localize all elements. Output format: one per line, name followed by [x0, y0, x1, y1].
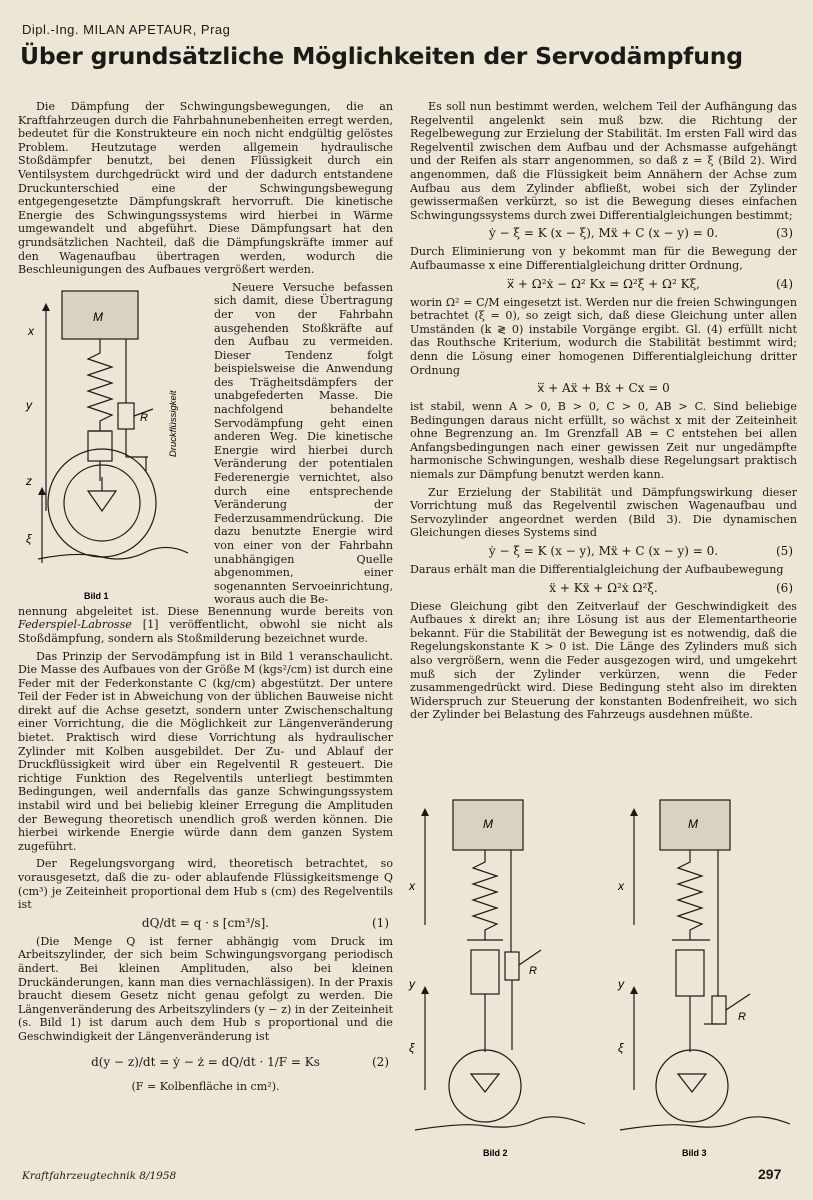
- equation-6: [410, 543, 797, 560]
- figure-3-diagram: [600, 790, 800, 1165]
- equation-3: [410, 225, 797, 242]
- equation-number: (5): [776, 544, 793, 559]
- equation-text: x⃛ + Aẍ + Bẋ + Cx = 0: [537, 381, 670, 396]
- equation-number: (6): [776, 580, 793, 595]
- paragraph-text: nennung abgeleitet ist. Diese Benennung wurde bereits von: [18, 604, 393, 618]
- equation-number: (1): [372, 915, 389, 930]
- paragraph: Die Dämpfung der Schwingungsbewegungen, die an Kraftfahrzeugen durch die Fahrbahnunebenheiten erregt werden, bedeutet für die Konstrukteure ein noch nicht endgültig gelöstes Problem. Heutzutage werden allgemein hydraulische Stoßdämpfer benutzt, bei denen Flüssigkeit durch ein Ventilsystem durchgedrückt wird und der dadurch entstandene Druckunterschied eine der Schwingungsbewegung entgegengesetzte Dämpfungskraft hervorruft. Die kinetische Energie des Schwingungssystems wird hierbei in Wärme umgewandelt und abgeführt. Diese Dämpfungsart hat den grundsätzlichen Nachteil, daß die Dämpfungskräfte immer auf den Wagenaufbau übertragen werden, wodurch die Beschleunigungen des Aufbaues vergrößert werden.: [18, 100, 393, 277]
- paragraph-text: Neuere Versuche befassen sich damit, diese Übertragung der von der Fahrbahn ausgehenden Stoßkräfte auf den Aufbau zu vermeiden. Dieser Tendenz folgt beispielsweise die Anwendung des Trägheitsdämpfers der unabgefederten Masse. Die nachfolgend behandelte Servodämpfung geht einen anderen Weg. Die kinetische Energie wird hierbei durch Veränderung der potentialen Federenergie vernichtet, also durch eine entsprechende Veränderung der Federzusammendrückung. Die dazu benutzte Energie wird von einer von der Fahrbahn unabhängigen Quelle abgenommen, einer sogenannten Servoeinrichtung, woraus auch die Be-: [214, 280, 393, 607]
- xi-label: ξ: [618, 1041, 624, 1055]
- figure-1-block: [18, 281, 393, 609]
- paragraph-text: [1] veröffentlicht, obwohl sie nicht als Stoßdämpfung, sondern als Stoßmilderung bezeichnet wurde.: [18, 618, 393, 645]
- right-column: [410, 100, 797, 795]
- valve-label: R: [529, 965, 537, 977]
- paragraph: worin Ω² = C/M eingesetzt ist. Werden nur die freien Schwingungen betrachtet (ξ = 0), so zeigt sich, daß diese Gleichung unter allen Umständen (k ≷ 0) instabile Vorgänge ergibt. Gl. (4) erfüllt nicht das Routhsche Kriterium, wodurch die Stabilität bestimmt wird; denn die Lösung einer homogenen Differentialgleichung dritter Ordnung: [410, 295, 797, 377]
- equation-text: ẏ − ξ̇ = K (x − y), Mẍ + C (x − y) = 0.: [488, 544, 719, 559]
- paragraph: Zur Erzielung der Stabilität und Dämpfungswirkung dieser Vorrichtung muß das Regelventil zwischen Wagenaufbau und Servozylinder angeordnet werden (Bild 3). Die dynamischen Gleichungen dieses Systems sind: [410, 485, 797, 540]
- z-label: z: [26, 473, 32, 488]
- equation-text: ẍ + Kẍ + Ω²ẋ Ω²ξ̇.: [549, 580, 658, 595]
- paragraph: [18, 605, 393, 646]
- left-column: [18, 100, 393, 1160]
- valve-label: R: [738, 1011, 746, 1023]
- valve-label: R: [140, 411, 148, 424]
- x-label: x: [409, 879, 415, 893]
- equation-1: [18, 915, 393, 932]
- article-title: Über grundsätzliche Möglichkeiten der Servodämpfung: [20, 42, 743, 70]
- mass-label: M: [93, 309, 103, 324]
- equation-text: d(y − z)/dt = ẏ − ż = dQ/dt · 1/F = Ks: [91, 1054, 320, 1069]
- figure-2-caption: Bild 2: [483, 1148, 508, 1158]
- equation-7: [410, 580, 797, 597]
- equation-4: [410, 276, 797, 293]
- paragraph: Es soll nun bestimmt werden, welchem Teil der Aufhängung das Regelventil angelenkt sein muß bzw. die Richtung der Regelbewegung zur Erzielung der Stabilität. Im ersten Fall wird das Regelventil zwischen dem Aufbau und der Achsmasse aufgehängt und der Reifen als starr angenommen, so daß z = ξ (Bild 2). Wird angenommen, daß die Flüssigkeit beim Annähern der Achse zum Aufbau aus dem Zylinder abfließt, wobei sich der Zylinder gewissermaßen verkürzt, so ist die Bewegung dieses einfachen Schwingungssystems durch zwei Differentialgleichungen bestimmt;: [410, 100, 797, 222]
- citation: Federspiel-Labrosse: [18, 618, 132, 632]
- paragraph: Durch Eliminierung von y bekommt man für die Bewegung der Aufbaumasse x eine Differentialgleichung dritter Ordnung,: [410, 245, 797, 272]
- y-label: y: [26, 397, 32, 412]
- equation-number: (2): [372, 1054, 389, 1069]
- equation-text: ẏ − ξ̇ = K (x − ξ), Mẍ + C (x − y) = 0.: [488, 226, 719, 241]
- x-label: x: [618, 879, 624, 893]
- equation-text: x⃛ + Ω²ẋ − Ω² Kx = Ω²ξ̇ + Ω² Kξ,: [506, 276, 700, 291]
- xi-label: ξ: [409, 1041, 415, 1055]
- journal-footer: Kraftfahrzeugtechnik 8/1958: [22, 1170, 177, 1182]
- y-label: y: [409, 977, 415, 991]
- figure-2-diagram: [405, 790, 595, 1165]
- figure-1-caption: Bild 1: [84, 590, 109, 601]
- mass-label: M: [688, 817, 698, 831]
- mass-label: M: [483, 817, 493, 831]
- xi-label: ξ: [26, 531, 32, 546]
- equation-2: [18, 1047, 393, 1077]
- figure-1-diagram: [18, 281, 210, 609]
- y-label: y: [618, 977, 624, 991]
- paragraph: Daraus erhält man die Differentialgleichung der Aufbaubewegung: [410, 563, 784, 577]
- equation-note: (F = Kolbenfläche in cm²).: [131, 1079, 280, 1093]
- paragraph: Das Prinzip der Servodämpfung ist in Bild 1 veranschaulicht. Die Masse des Aufbaues von der Größe M (kgs²/cm) ist durch eine Feder mit der Federkonstante C (kg/cm) abgestützt. Der untere Teil der Feder ist in Abweichung von der üblichen Bauweise nicht direkt auf die Achse gesetzt, sondern unter Zwischenschaltung einer Vorrichtung, die die Möglichkeit zur Längenveränderung bietet. Praktisch wird diese Vorrichtung als hydraulischer Zylinder mit Kolben ausgebildet. Der Zu- und Ablauf der Druckflüssigkeit wird über ein Regelventil R gesteuert. Die richtige Funktion des Regelventils unterliegt bestimmten Bedingungen, weil andernfalls das ganze Schwingungssystem instabil wird und bei beliebig kleiner Erregung die Amplituden der Bewegung theoretisch unendlich groß werden können. Die hierbei wirkende Energie würde dann dem ganzen System zugeführt.: [18, 649, 393, 853]
- equation-5: [410, 380, 797, 397]
- equation-text: dQ/dt = q · s [cm³/s].: [141, 915, 270, 930]
- paragraph: Diese Gleichung gibt den Zeitverlauf der Geschwindigkeit des Aufbaues ẋ direkt an; ihre Lösung ist aus der Elementartheorie bekannt. Für die Stabilität der Bewegung ist es notwendig, daß die Regelungskonstante K > 0 ist. Die Länge des Zylinders muß sich also vergrößern, wenn die Feder ausgezogen wird, und umgekehrt muß sich der Zylinder verkürzen, wenn die Feder zusammengedrückt wird. Diese Bedingung steht also im direkten Widerspruch zur Steuerung der konstanten Bodenfreiheit, wo sich der Zylinder bei Belastung des Fahrzeugs ausdehnen müßte.: [410, 599, 797, 722]
- fluid-label: Druckflüssigkeit: [168, 390, 179, 457]
- figure-3-caption: Bild 3: [682, 1148, 707, 1158]
- paragraph: (Die Menge Q ist ferner abhängig vom Druck im Arbeitszylinder, der sich beim Schwingungsvorgang periodisch ändert. Bei kleinen Amplituden, also bei kleinen Druckänderungen, kann man dies vernachlässigen). In der Praxis braucht diesem Gesetz nicht genau gefolgt zu werden. Die Längenveränderung des Arbeitszylinders (y − z) in der Zeiteinheit (s. Bild 1) ist darum auch dem Hub s proportional und die Geschwindigkeit der Längenveränderung ist: [18, 934, 393, 1043]
- author-line: Dipl.-Ing. MILAN APETAUR, Prag: [22, 22, 231, 37]
- x-label: x: [28, 323, 34, 338]
- paragraph: Der Regelungsvorgang wird, theoretisch betrachtet, so vorausgesetzt, daß die zu- oder ablaufende Flüssigkeitsmenge Q (cm³) je Zeiteinheit proportional dem Hub s (cm) des Regelventils ist: [18, 857, 393, 912]
- equation-number: (3): [776, 226, 793, 241]
- paragraph: [214, 281, 393, 607]
- paragraph: ist stabil, wenn A > 0, B > 0, C > 0, AB > C. Sind beliebige Bedingungen daraus nicht erfüllt, so wächst x mit der Zeiteinheit ohne Begrenzung an. Im Grenzfall AB = C entstehen bei allen Anfangsbedingungen nach einer gewissen Zeit nur ungedämpfte harmonische Schwingungen, weshalb diese Regelungsart praktisch niemals zur Dämpfung benutzt werden kann.: [410, 400, 797, 482]
- page-number: 297: [758, 1166, 782, 1182]
- equation-number: (4): [776, 276, 793, 291]
